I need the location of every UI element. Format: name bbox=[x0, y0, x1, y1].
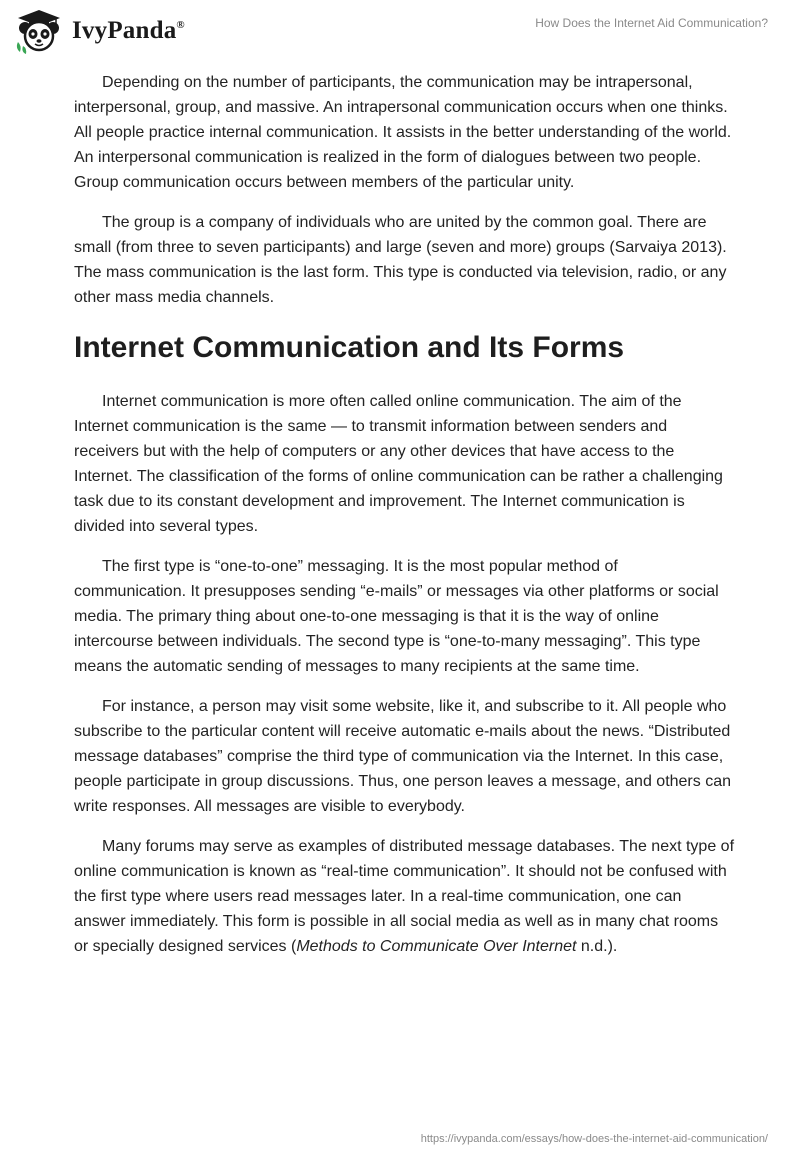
document-title: How Does the Internet Aid Communication? bbox=[535, 16, 768, 30]
page-header bbox=[0, 0, 800, 60]
citation-title: Methods to Communicate Over Internet bbox=[296, 938, 577, 955]
essay-body bbox=[74, 70, 734, 974]
source-url[interactable]: https://ivypanda.com/essays/how-does-the-internet-aid-communication/ bbox=[420, 1133, 768, 1145]
brand-name: IvyPanda® bbox=[72, 17, 185, 44]
paragraph-group-communication: The group is a company of individuals who are united by the common goal. There are small (from three to seven participants) and large (seven and more) groups (Sarvaiya 2013). The mass communication is the last form. This type is conducted via television, radio, or any other mass media channels. bbox=[74, 214, 727, 306]
panda-graduate-icon bbox=[14, 8, 64, 54]
paragraph-one-to-one: The first type is “one-to-one” messaging. It is the most popular method of communication. It presupposes sending “e-mails” or messages via other platforms or social media. The primary thing about one-to-one messaging is that it is the way of online intercourse between individuals. The second type is “one-to-many messaging”. This type means the automatic sending of messages to many recipients at the same time. bbox=[74, 558, 719, 675]
paragraph-communication-types: Depending on the number of participants, the communication may be intrapersonal, interpersonal, group, and massive. An intrapersonal communication occurs when one thinks. All people practice internal communication. It assists in the better understanding of the world. An interpersonal communication is realized in the form of dialogues between two people. Group communication occurs between members of the particular unity. bbox=[74, 74, 732, 191]
brand-logo[interactable] bbox=[14, 8, 185, 54]
section-heading: Internet Communication and Its Forms bbox=[74, 331, 625, 364]
paragraph-internet-communication: Internet communication is more often called online communication. The aim of the Internet communication is the same — to transmit information between senders and receivers but with the help of computers or any other devices that have access to the Internet. The classification of the forms of online communication can be rather a challenging task due to its constant development and improvement. The Internet communication is divided into several types. bbox=[74, 393, 723, 535]
paragraph-real-time: Many forums may serve as examples of distributed message databases. The next type of online communication is known as “real-time communication”. It should not be confused with the first type where users read messages later. In a real-time communication, one can answer immediately. This form is possible in all social media as well as in many chat rooms or specially designed services (Methods to Communicate Over Internet n.d.). bbox=[74, 838, 735, 955]
paragraph-distributed-databases: For instance, a person may visit some website, like it, and subscribe to it. All people who subscribe to the particular content will receive automatic e-mails about the news. “Distributed message databases” comprise the third type of communication via the Internet. In this case, people participate in group discussions. Thus, one person leaves a message, and others can write responses. All messages are visible to everybody. bbox=[74, 698, 731, 815]
